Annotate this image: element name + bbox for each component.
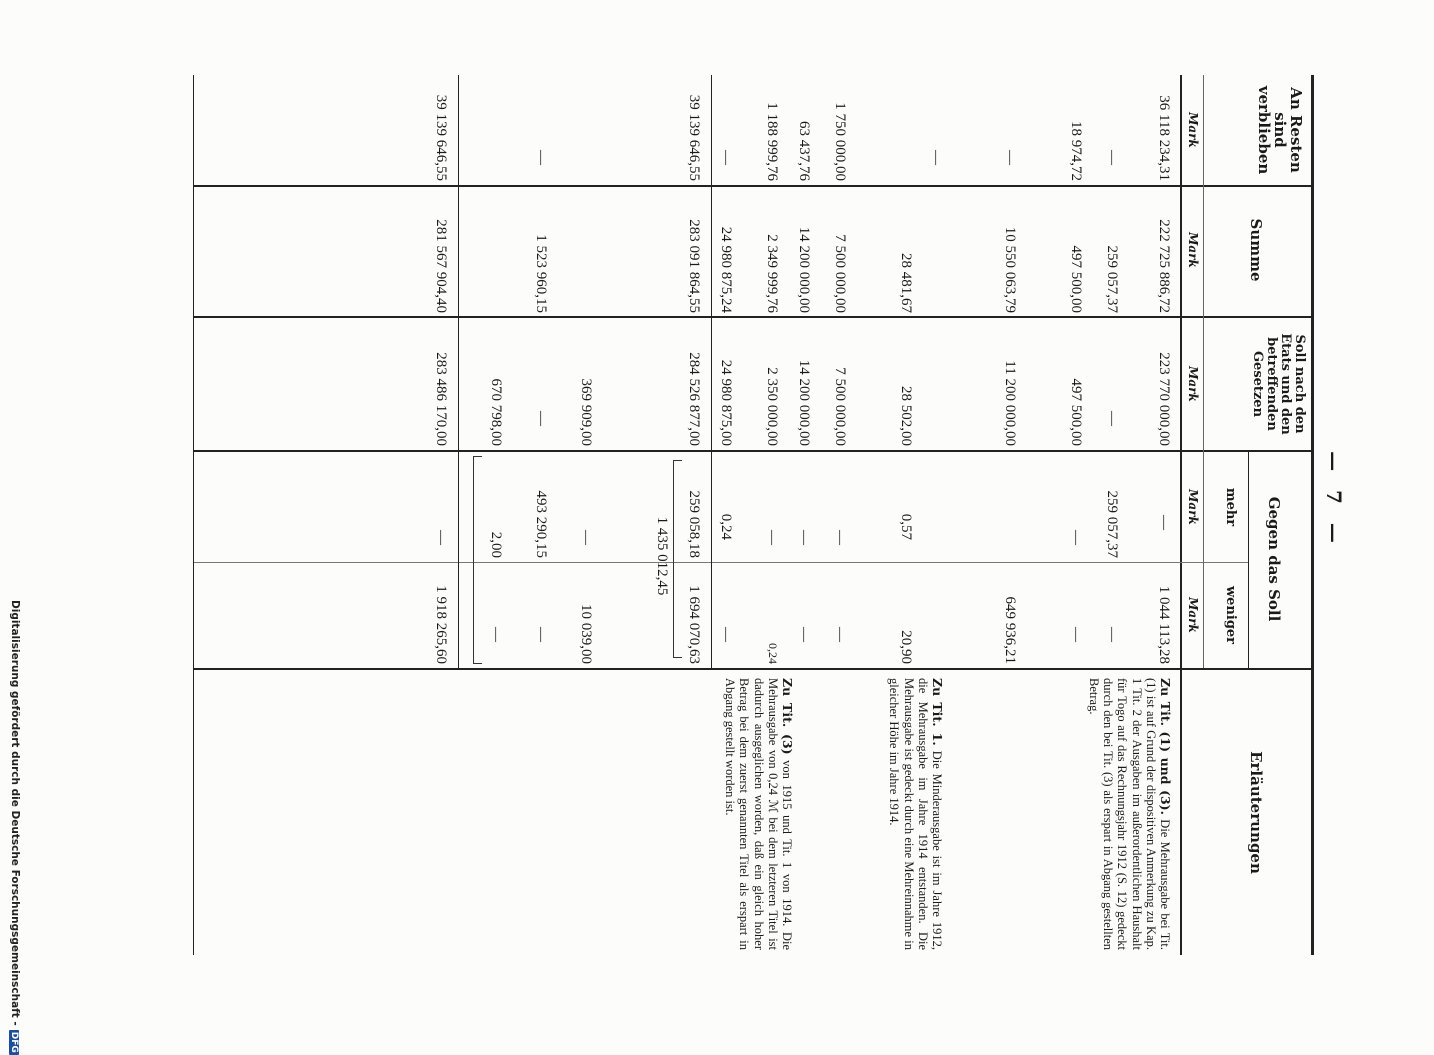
row8-summe: 24 980 875,24: [718, 226, 734, 313]
row3-soll: 11 200 000,00: [1002, 360, 1018, 446]
col-divider-2: [194, 316, 1314, 318]
unit-rule: [1203, 75, 1204, 668]
row5-rest: 1 750 000,00: [832, 102, 848, 181]
page-number: — 7 —: [1322, 451, 1346, 549]
header-summe: Summe: [1247, 218, 1265, 282]
row2-soll: 497 500,00: [1068, 378, 1084, 446]
row1-weniger: —: [1104, 627, 1120, 642]
row0-rest: 36 118 234,31: [1156, 95, 1172, 181]
lower-mehr-b: 493 290,15: [533, 490, 549, 558]
group-header-rule: [1248, 450, 1249, 668]
lower-weniger-b: —: [533, 627, 549, 642]
unit-summe: Mark: [1186, 232, 1200, 268]
note-tit-1: [887, 678, 944, 950]
row3-rest: —: [1002, 150, 1018, 165]
row2-weniger: —: [1068, 627, 1084, 642]
note-tit-3: [723, 678, 794, 950]
row5-weniger: —: [832, 627, 848, 642]
total-rest: 39 139 646,55: [433, 94, 449, 181]
row2-rest: 18 974,72: [1068, 121, 1084, 181]
lower-weniger-c: —: [488, 627, 504, 642]
subtotal-mehr: 259 058,18: [686, 490, 702, 558]
row6-summe: 14 200 000,00: [796, 226, 812, 313]
header-weniger: weniger: [1223, 585, 1238, 645]
row7-soll: 2 350 000,00: [764, 367, 780, 446]
row0-summe: 222 725 886,72: [1156, 219, 1172, 313]
note1-heading: Zu Tit. (1) und (3).: [1158, 678, 1173, 815]
col-divider-5: [194, 668, 1314, 670]
row6-rest: 63 437,76: [796, 121, 812, 181]
row3-weniger: 649 936,21: [1002, 596, 1018, 664]
row4-mehr: 0,57: [898, 513, 914, 540]
lower-weniger-a: 10 039,00: [578, 604, 594, 664]
note3-heading: Zu Tit. (3): [780, 678, 795, 755]
row1-summe: 259 057,37: [1104, 245, 1120, 313]
dfg-logo: DFG: [9, 1031, 19, 1053]
subtotal-soll: 284 526 877,00: [686, 352, 702, 446]
note-tit-1-und-3: [1087, 678, 1172, 950]
total-rule: [458, 75, 459, 668]
row0-soll: 223 770 000,00: [1156, 352, 1172, 446]
funding-notice: Digitalisierung gefördert durch die Deutsche Forschungsgemeinschaft -: [9, 600, 21, 1026]
note2-heading: Zu Tit. 1.: [930, 678, 945, 746]
header-gegen-soll: Gegen das Soll: [1265, 496, 1283, 622]
row1-mehr: 259 057,37: [1104, 490, 1120, 558]
header-rest: An Resten sind verblieben: [1255, 85, 1305, 175]
total-weniger: 1 918 265,60: [433, 585, 449, 664]
lower-soll-a: 369 909,00: [578, 378, 594, 446]
row5-summe: 7 500 000,00: [832, 234, 848, 313]
unit-rest: Mark: [1186, 112, 1200, 148]
funding-sidebar: [0, 600, 26, 1053]
row4-summe: 28 481,67: [898, 253, 914, 313]
lower-soll-b: —: [533, 411, 549, 426]
row4-weniger: 20,90: [898, 630, 914, 664]
table-bottom-rule: [193, 75, 194, 955]
lower-soll-c: 670 798,00: [488, 378, 504, 446]
col-divider-1: [194, 185, 1314, 187]
row4-soll: 28 502,00: [898, 386, 914, 446]
row4-rest: —: [928, 150, 944, 165]
row7-weniger: 0,24: [766, 643, 780, 664]
total-soll: 283 486 170,00: [433, 352, 449, 446]
header-erlaeuterungen: Erläuterungen: [1247, 751, 1265, 874]
row5-mehr: —: [832, 530, 848, 545]
row8-mehr: 0,24: [718, 513, 734, 540]
note3-body: von 1915 und Tit. 1 von 1914. Die Mehrausgabe von 0,24 ℳ bei dem letzteren Titel ist dadurch ausgeglichen worden, daß ein gleich hoher Betrag bei dem zuerst genannten Titel als erspart in Abgang gestellt worden ist.: [723, 678, 794, 951]
col-divider-3: [194, 450, 1314, 452]
row5-soll: 7 500 000,00: [832, 367, 848, 446]
lower-mehr-c: 2,00: [488, 531, 504, 558]
total-summe: 281 567 904,40: [433, 219, 449, 313]
table-top-rule: [1311, 75, 1314, 955]
row0-weniger: 1 044 113,28: [1156, 585, 1172, 664]
row3-summe: 10 550 063,79: [1002, 226, 1018, 313]
row8-weniger: —: [718, 627, 734, 642]
row6-soll: 14 200 000,00: [796, 359, 812, 446]
lower-summe-b: 1 523 960,15: [533, 234, 549, 313]
header-soll: Soll nach den Etats und den betreffenden Gesetzen: [1250, 333, 1307, 435]
subtotal-summe: 283 091 864,55: [686, 219, 702, 313]
subtotal-rule: [711, 75, 712, 668]
total-mehr: —: [433, 530, 449, 545]
row7-mehr: —: [764, 530, 780, 545]
subtotal-rest: 39 139 646,55: [686, 94, 702, 181]
unit-soll: Mark: [1186, 366, 1200, 402]
row0-mehr: —: [1156, 515, 1172, 530]
row1-rest: —: [1104, 150, 1120, 165]
row7-rest: 1 188 999,76: [764, 102, 780, 181]
unit-weniger: Mark: [1186, 597, 1200, 633]
row6-weniger: —: [796, 627, 812, 642]
total-brace: [473, 456, 482, 664]
lower-mehr-a: —: [578, 530, 594, 545]
subtotal-diff: 1 435 012,45: [654, 516, 670, 596]
row2-mehr: —: [1068, 530, 1084, 545]
note2-body: Die Minderausgabe ist im Jahre 1912, die Mehrausgabe im Jahre 1914 entstanden. Die Mehrausgabe ist gedeckt durch eine Mehreinnahme in gleicher Höhe im Jahre 1914.: [887, 678, 944, 950]
lower-rest-b: —: [533, 150, 549, 165]
row8-rest: —: [718, 150, 734, 165]
row6-mehr: —: [796, 530, 812, 545]
subtotal-brace: [673, 460, 682, 658]
row1-soll: —: [1104, 411, 1120, 426]
header-bottom-rule: [1180, 75, 1182, 955]
note1-body: Die Mehrausgabe bei Tit. (1) ist auf Grund der dispositiven Anmerkung zu Kap. 1 Tit. 2 der Ausgaben im außerordentlichen Haushalt für Togo auf das Rechnungsjahr 1912 (S. 12) gedeckt durch den bei Tit. (3) als erspart in Abgang gestellten Betrag.: [1086, 678, 1172, 950]
row8-soll: 24 980 875,00: [718, 359, 734, 446]
header-mehr: mehr: [1223, 487, 1238, 527]
subtotal-weniger: 1 694 070,63: [686, 585, 702, 664]
row2-summe: 497 500,00: [1068, 245, 1084, 313]
unit-mehr: Mark: [1186, 489, 1200, 525]
row7-summe: 2 349 999,76: [764, 234, 780, 313]
